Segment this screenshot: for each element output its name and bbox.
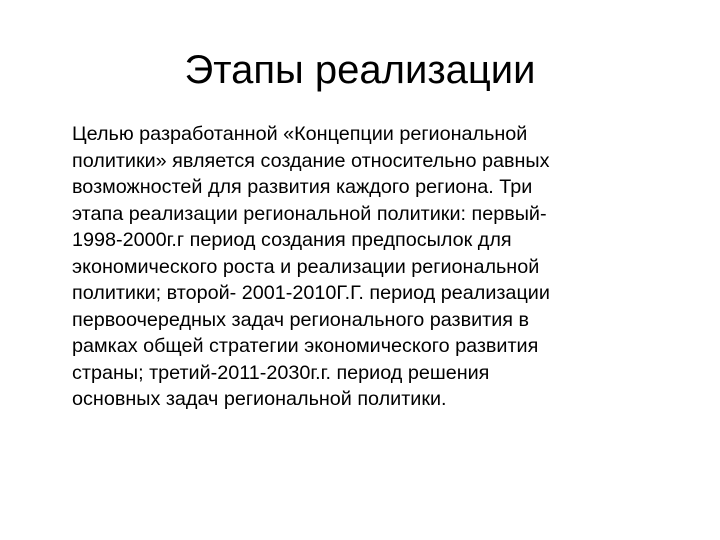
body-line: страны; третий-2011-2030г.г. период решения: [72, 361, 490, 384]
body-line: рамках общей стратегии экономического развития: [72, 335, 539, 357]
body-line: 1998-2000г.г период создания предпосылок для: [72, 229, 512, 251]
body-line: политики; второй- 2001-2010Г.Г. период реализации: [72, 282, 550, 304]
body-line: первоочередных задач регионального развития в: [72, 308, 529, 331]
slide-body-text: [72, 121, 672, 413]
slide-title: Этапы реализации: [184, 48, 536, 92]
body-line: этапа реализации региональной политики: первый-: [72, 202, 547, 225]
body-line: политики» является создание относительно равных: [72, 149, 550, 172]
body-line: экономического роста и реализации региональной: [72, 255, 540, 278]
body-line: основных задач региональной политики.: [72, 388, 447, 410]
body-line: возможностей для развития каждого региона. Три: [72, 176, 533, 198]
body-line: Целью разработанной «Концепции региональной: [72, 123, 528, 145]
